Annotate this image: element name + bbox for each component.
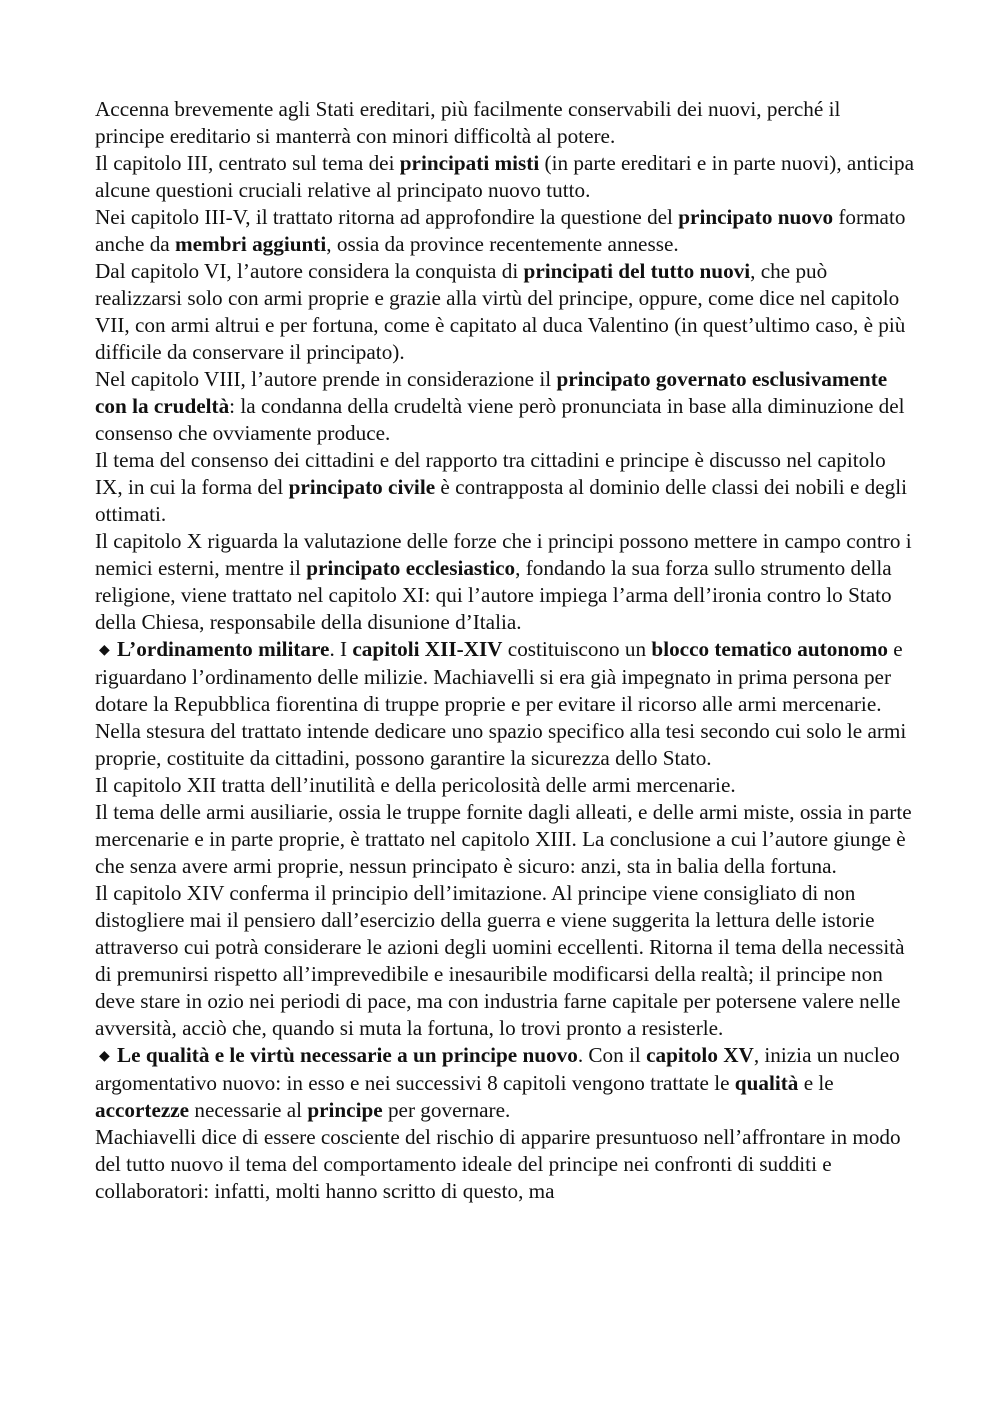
paragraph xyxy=(95,447,915,528)
paragraph xyxy=(95,204,915,258)
bold-text-run: principato governato esclusivamente con la crudeltà xyxy=(95,367,888,418)
text-run: per governare. xyxy=(382,1098,511,1122)
paragraph xyxy=(95,772,915,799)
paragraph xyxy=(95,96,915,150)
bold-text-run: principe xyxy=(307,1098,383,1122)
text-run: è contrapposta al dominio delle classi dei nobili e degli ottimati. xyxy=(95,475,908,526)
bold-text-run: principato nuovo xyxy=(678,205,834,229)
bold-text-run: principato ecclesiastico xyxy=(306,556,516,580)
text-run: , che può realizzarsi solo con armi proprie e grazie alla virtù del principe, oppure, come dice nel capitolo VII, con armi altrui e per fortuna, come è capitato al duca Valentino (in quest’ultimo caso, è più difficile da conservare il principato). xyxy=(95,259,906,364)
text-run: Machiavelli dice di essere cosciente del rischio di apparire presuntuoso nell’affrontare in modo del tutto nuovo il tema del comportamento ideale del principe nei confronti di sudditi e collaboratori: infatti, molti hanno scritto di questo, ma xyxy=(95,1125,901,1203)
text-run: Il capitolo X riguarda la valutazione delle forze che i principi possono mettere in campo contro i nemici esterni, mentre il xyxy=(95,529,912,580)
bold-text-run: accortezze xyxy=(95,1098,190,1122)
text-run: necessarie al xyxy=(189,1098,308,1122)
diamond-bullet-icon: ◆ xyxy=(99,643,110,658)
bold-text-run: capitolo XV xyxy=(646,1043,754,1067)
text-run: e le xyxy=(798,1071,834,1095)
paragraph xyxy=(95,799,915,880)
text-run: costituiscono un xyxy=(502,637,652,661)
bold-text-run: L’ordinamento militare xyxy=(117,637,330,661)
bold-text-run: qualità xyxy=(734,1071,799,1095)
paragraph xyxy=(95,150,915,204)
bold-text-run: principati del tutto nuovi xyxy=(523,259,751,283)
bold-text-run: capitoli XII-XIV xyxy=(352,637,503,661)
text-run: Nel capitolo VIII, l’autore prende in considerazione il xyxy=(95,367,557,391)
bulleted-paragraph xyxy=(95,636,915,772)
paragraph xyxy=(95,880,915,1042)
bold-text-run: membri aggiunti xyxy=(175,232,327,256)
text-run: : la condanna della crudeltà viene però pronunciata in base alla diminuzione del consenso che ovviamente produce. xyxy=(95,394,905,445)
text-run: Il capitolo XIV conferma il principio dell’imitazione. Al principe viene consigliato di non distogliere mai il pensiero dall’esercizio della guerra e viene suggerita la lettura delle istorie attraverso cui potrà considerare le azioni degli uomini eccellenti. Ritorna il tema della necessità di premunirsi rispetto all’imprevedibile e inesauribile modificarsi della realtà; il principe non deve stare in ozio nei periodi di pace, ma con industria farne capitale per potersene valere nelle avversità, acciò che, quando si muta la fortuna, lo trovi pronto a resisterle. xyxy=(95,881,905,1040)
bold-text-run: principati misti xyxy=(399,151,540,175)
text-run: (in parte ereditari e in parte nuovi), anticipa alcune questioni cruciali relative al principato nuovo tutto. xyxy=(95,151,914,202)
text-run: Il tema delle armi ausiliarie, ossia le truppe fornite dagli alleati, e delle armi miste, ossia in parte mercenarie e in parte proprie, è trattato nel capitolo XIII. La conclusione a cui l’autore giunge è che senza avere armi proprie, nessun principato è sicuro: anzi, sta in balia della fortuna. xyxy=(95,800,912,878)
text-run: . I xyxy=(329,637,353,661)
diamond-bullet-icon: ◆ xyxy=(99,1049,110,1064)
text-run: , ossia da province recentemente annesse. xyxy=(326,232,679,256)
text-run: Il capitolo III, centrato sul tema dei xyxy=(95,151,400,175)
text-run: Il tema del consenso dei cittadini e del rapporto tra cittadini e principe è discusso nel capitolo IX, in cui la forma del xyxy=(95,448,886,499)
text-run: , fondando la sua forza sullo strumento della religione, viene trattato nel capitolo XI: qui l’autore impiega l’arma dell’ironia contro lo Stato della Chiesa, responsabile della disunione d’Italia. xyxy=(95,556,892,634)
bold-text-run: blocco tematico autonomo xyxy=(651,637,888,661)
paragraph xyxy=(95,1124,915,1205)
text-run: Accenna brevemente agli Stati ereditari, più facilmente conservabili dei nuovi, perché il principe ereditario si manterrà con minori difficoltà al potere. xyxy=(95,97,841,148)
text-run: . Con il xyxy=(577,1043,647,1067)
text-run: formato anche da xyxy=(95,205,906,256)
bold-text-run: Le qualità e le virtù necessarie a un principe nuovo xyxy=(117,1043,578,1067)
document-body xyxy=(95,96,915,1205)
paragraph xyxy=(95,258,915,366)
text-run: , inizia un nucleo argomentativo nuovo: in esso e nei successivi 8 capitoli vengono trattate le xyxy=(95,1043,900,1095)
paragraph xyxy=(95,366,915,447)
bold-text-run: principato civile xyxy=(288,475,436,499)
text-run: Dal capitolo VI, l’autore considera la conquista di xyxy=(95,259,524,283)
bulleted-paragraph xyxy=(95,1042,915,1124)
text-run: Nei capitolo III-V, il trattato ritorna ad approfondire la questione del xyxy=(95,205,679,229)
text-run: e riguardano l’ordinamento delle milizie. Machiavelli si era già impegnato in prima persona per dotare la Repubblica fiorentina di truppe proprie e per evitare il ricorso alle armi mercenarie. Nella stesura del trattato intende dedicare uno spazio specifico alla tesi secondo cui solo le armi proprie, costituite da cittadini, possono garantire la sicurezza dello Stato. xyxy=(95,637,907,770)
paragraph xyxy=(95,528,915,636)
text-run: Il capitolo XII tratta dell’inutilità e della pericolosità delle armi mercenarie. xyxy=(95,773,736,797)
